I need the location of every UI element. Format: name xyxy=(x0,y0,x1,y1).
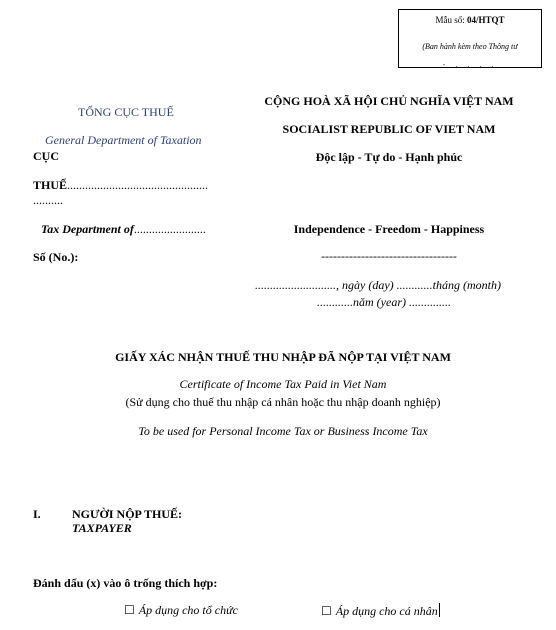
section-number: I. xyxy=(33,507,41,521)
document-title-en: Certificate of Income Tax Paid in Viet Nam xyxy=(179,377,387,391)
date-line-day-month[interactable]: ..........................., ngày (day) ............tháng (month) xyxy=(255,278,501,292)
header-separator: ---------------------------------- xyxy=(321,249,457,263)
usage-note-en: To be used for Personal Income Tax or Business Income Tax xyxy=(138,424,428,438)
cuc-label: CỤC xyxy=(33,149,59,163)
option-organization[interactable] xyxy=(124,603,238,618)
thue-blank[interactable]: ............................................... xyxy=(67,178,209,192)
country-name-vi: CỘNG HOÀ XÃ HỘI CHỦ NGHĨA VIỆT NAM xyxy=(264,94,514,108)
section-heading-vi: NGƯỜI NỘP THUẾ: xyxy=(72,507,183,521)
tax-department-line xyxy=(41,222,206,237)
form-note-cutoff: - . . . . xyxy=(442,60,498,68)
section-heading-en: TAXPAYER xyxy=(72,521,132,535)
tax-department-label: Tax Department of xyxy=(41,222,134,236)
tax-department-blank[interactable]: ........................ xyxy=(133,222,206,236)
thue-line xyxy=(33,178,208,193)
usage-note-vi: (Sử dụng cho thuế thu nhập cá nhân hoặc thu nhập doanh nghiệp) xyxy=(125,395,441,409)
date-line-year[interactable]: ............năm (year) .............. xyxy=(317,295,451,309)
agency-name-vi: TỔNG CỤC THUẾ xyxy=(78,105,174,119)
form-issuance-note: (Ban hành kèm theo Thông tư xyxy=(422,42,518,51)
option-organization-label: Áp dụng cho tổ chức xyxy=(138,603,238,617)
document-title: GIẤY XÁC NHẬN THUẾ THU NHẬP ĐÃ NỘP TẠI VIỆT NAM xyxy=(115,350,451,364)
checkbox-instruction: Đánh dấu (x) vào ô trống thích hợp: xyxy=(33,576,218,590)
form-code-box xyxy=(398,9,542,68)
checkbox-individual[interactable]: ☐ xyxy=(321,604,332,618)
option-individual[interactable] xyxy=(321,603,440,619)
document-number-label: Số (No.): xyxy=(33,250,79,264)
checkbox-organization[interactable]: ☐ xyxy=(124,603,135,617)
motto-vi: Độc lập - Tự do - Hạnh phúc xyxy=(315,150,463,164)
text-cursor xyxy=(439,603,440,617)
thue-label: THUẾ xyxy=(33,178,68,192)
agency-name-en: General Department of Taxation xyxy=(45,133,202,147)
form-code: Mẫu số: 04/HTQT xyxy=(435,15,505,25)
thue-blank-continued[interactable]: .......... xyxy=(33,193,63,207)
motto-en: Independence - Freedom - Happiness xyxy=(293,222,485,236)
option-individual-label: Áp dụng cho cá nhân xyxy=(335,604,438,618)
country-name-en: SOCIALIST REPUBLIC OF VIET NAM xyxy=(282,122,496,136)
